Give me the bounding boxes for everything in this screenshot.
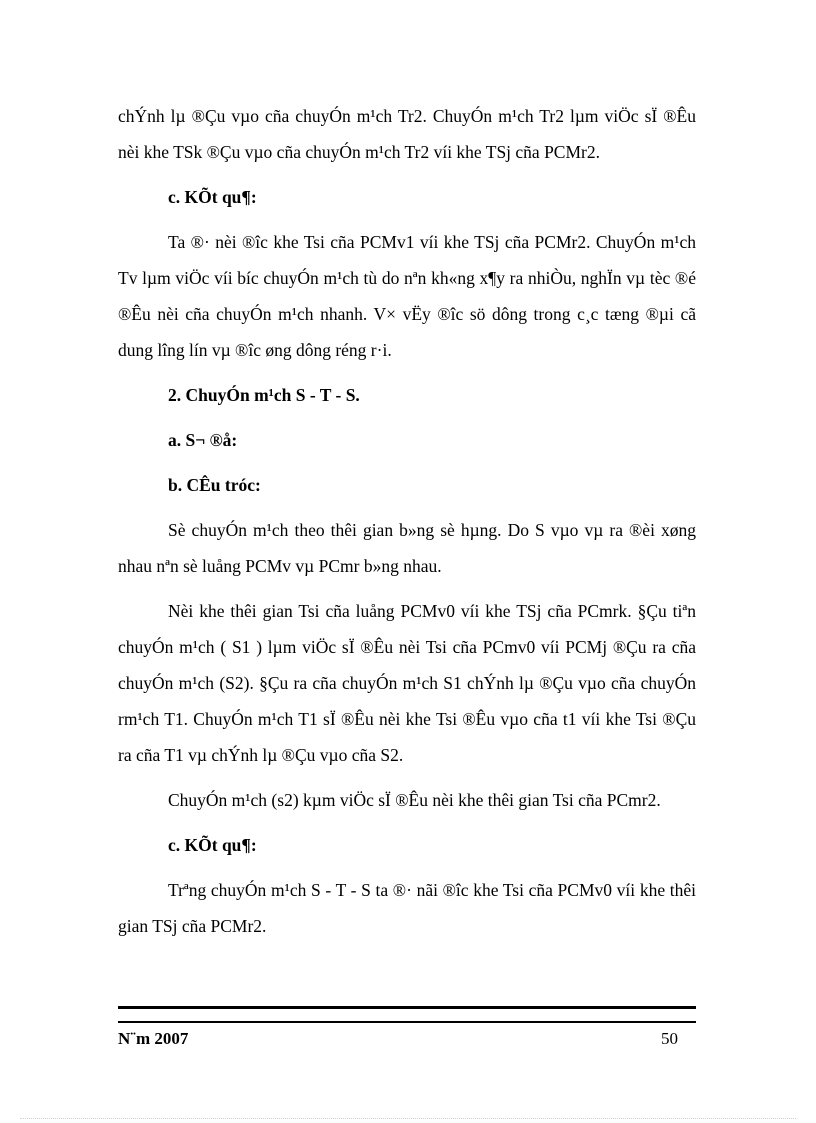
paragraph-result-1: Ta ®· nèi ®îc khe Tsi cña PCMv1 víi khe TSj cña PCMr2. ChuyÓn m¹ch Tv lµm viÖc víi bíc chuyÓn m¹ch tù do nªn kh«ng x¶y ra nhiÒu, nghÏn vµ tèc ®é ®Êu nèi cña chuyÓn m¹ch nhanh. V× vËy ®îc sö dông trong c¸c tæng ®µi cã dung lîng lín vµ ®îc øng dông réng r·i. xyxy=(118,232,696,360)
heading-result-2: c. KÕt qu¶: xyxy=(168,835,257,855)
page-number: 50 xyxy=(661,1029,678,1048)
paragraph-structure-2: Nèi khe thêi gian Tsi cña luång PCMv0 víi khe TSj cña PCmrk. §Çu tiªn chuyÓn m¹ch ( S1 ) lµm viÖc sÏ ®Êu nèi Tsi cña PCmv0 víi PCMj ®Çu ra cña chuyÓn m¹ch (S2). §Çu ra cña chuyÓn m¹ch S1 chÝnh lµ ®Çu vµo cña chuyÓn rm¹ch T1. ChuyÓn m¹ch T1 sÏ ®Êu nèi khe Tsi ®Êu vµo cña t1 víi khe Tsi ®Çu ra cña T1 vµ chÝnh lµ ®Çu vµo cña S2. xyxy=(118,601,696,765)
footer-divider-thick xyxy=(118,1006,696,1009)
heading-structure: b. CÊu tróc: xyxy=(168,475,261,495)
footer-year: N¨m 2007 xyxy=(118,1029,189,1048)
paragraph-result-2: Trªng chuyÓn m¹ch S - T - S ta ®· nãi ®îc khe Tsi cña PCMv0 víi khe thêi gian TSj cña PCMr2. xyxy=(118,880,696,936)
heading-diagram: a. S¬ ®å: xyxy=(168,430,238,450)
paragraph-structure-1: Sè chuyÓn m¹ch theo thêi gian b»ng sè hµng. Do S vµo vµ ra ®èi xøng nhau nªn sè luång PCMv vµ PCmr b»ng nhau. xyxy=(118,520,696,576)
paragraph-structure-3: ChuyÓn m¹ch (s2) kµm viÖc sÏ ®Êu nèi khe thêi gian Tsi cña PCmr2. xyxy=(168,790,661,810)
heading-section-sts: 2. ChuyÓn m¹ch S - T - S. xyxy=(168,385,360,405)
page-bottom-border xyxy=(20,1118,796,1119)
footer-divider-thin xyxy=(118,1021,696,1023)
paragraph-continuation: chÝnh lµ ®Çu vµo cña chuyÓn m¹ch Tr2. ChuyÓn m¹ch Tr2 lµm viÖc sÏ ®Êu nèi khe TSk ®Çu vµo cña chuyÓn m¹ch Tr2 víi khe TSj cña PCMr2. xyxy=(118,106,696,162)
heading-result-1: c. KÕt qu¶: xyxy=(168,187,257,207)
page-body xyxy=(118,98,696,953)
